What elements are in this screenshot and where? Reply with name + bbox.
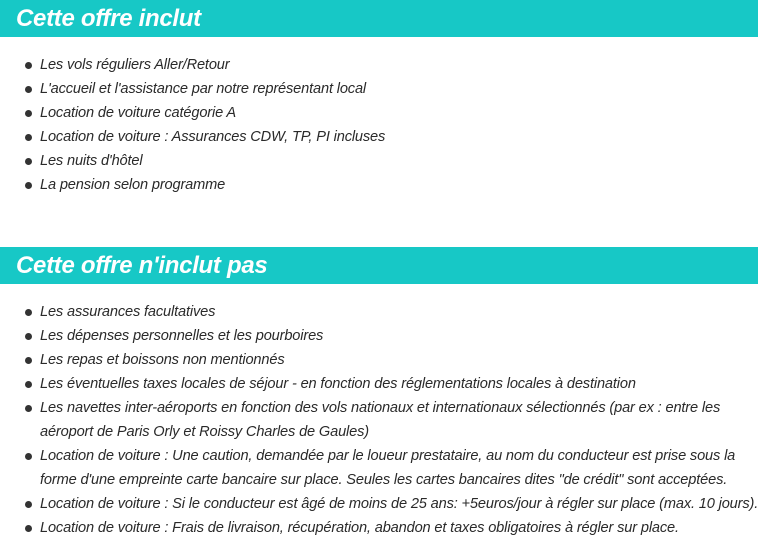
list-item [0,101,758,125]
included-list [0,53,758,197]
list-item-text: Les repas et boissons non mentionnés [40,352,285,368]
bullet-icon [25,357,32,364]
list-item [0,173,758,197]
list-item-text: Les assurances facultatives [40,304,216,320]
list-item-text: Location de voiture : Frais de livraison, récupération, abandon et taxes obligatoires à régler sur place. [40,520,679,536]
list-item [0,372,758,396]
list-item-text: L'accueil et l'assistance par notre représentant local [40,81,367,97]
bullet-icon [25,134,32,141]
list-item [0,77,758,101]
list-item [0,348,758,372]
list-item-text: Les nuits d'hôtel [40,153,143,169]
list-item [0,444,758,492]
list-item-text: Location de voiture : Une caution, demandée par le loueur prestataire, au nom du conducteur est prise sous la [40,448,736,464]
list-item-text: Location de voiture : Si le conducteur est âgé de moins de 25 ans: +5euros/jour à régler sur place (max. 10 jours). [40,496,758,512]
bullet-icon [25,405,32,412]
bullet-icon [25,182,32,189]
list-item [0,53,758,77]
list-item-text: Les navettes inter-aéroports en fonction des vols nationaux et internationaux sélectionnés (par ex : entre les [40,400,721,416]
section-title-included: Cette offre inclut [0,0,758,37]
section-title-excluded: Cette offre n'inclut pas [0,247,758,284]
bullet-icon [25,501,32,508]
bullet-icon [25,309,32,316]
list-item [0,492,758,516]
bullet-icon [25,525,32,532]
list-item-text: Les dépenses personnelles et les pourboires [40,328,324,344]
list-item-text: Location de voiture : Assurances CDW, TP, PI incluses [40,129,386,145]
list-item-text: Les vols réguliers Aller/Retour [40,57,230,73]
list-item [0,300,758,324]
bullet-icon [25,381,32,388]
list-item-text: La pension selon programme [40,177,226,193]
list-item-text-continued: forme d'une empreinte carte bancaire sur place. Seules les cartes bancaires dites "de crédit" sont acceptées. [40,472,728,488]
list-item-text: Location de voiture catégorie A [40,105,237,121]
list-item [0,324,758,348]
list-item-text: Les éventuelles taxes locales de séjour - en fonction des réglementations locales à destination [40,376,636,392]
bullet-icon [25,110,32,117]
list-item [0,396,758,444]
list-item [0,125,758,149]
bullet-icon [25,453,32,460]
bullet-icon [25,62,32,69]
bullet-icon [25,158,32,165]
bullet-icon [25,86,32,93]
bullet-icon [25,333,32,340]
list-item [0,149,758,173]
excluded-list [0,300,758,540]
list-item-text-continued: aéroport de Paris Orly et Roissy Charles de Gaules) [40,424,369,440]
list-item [0,516,758,540]
